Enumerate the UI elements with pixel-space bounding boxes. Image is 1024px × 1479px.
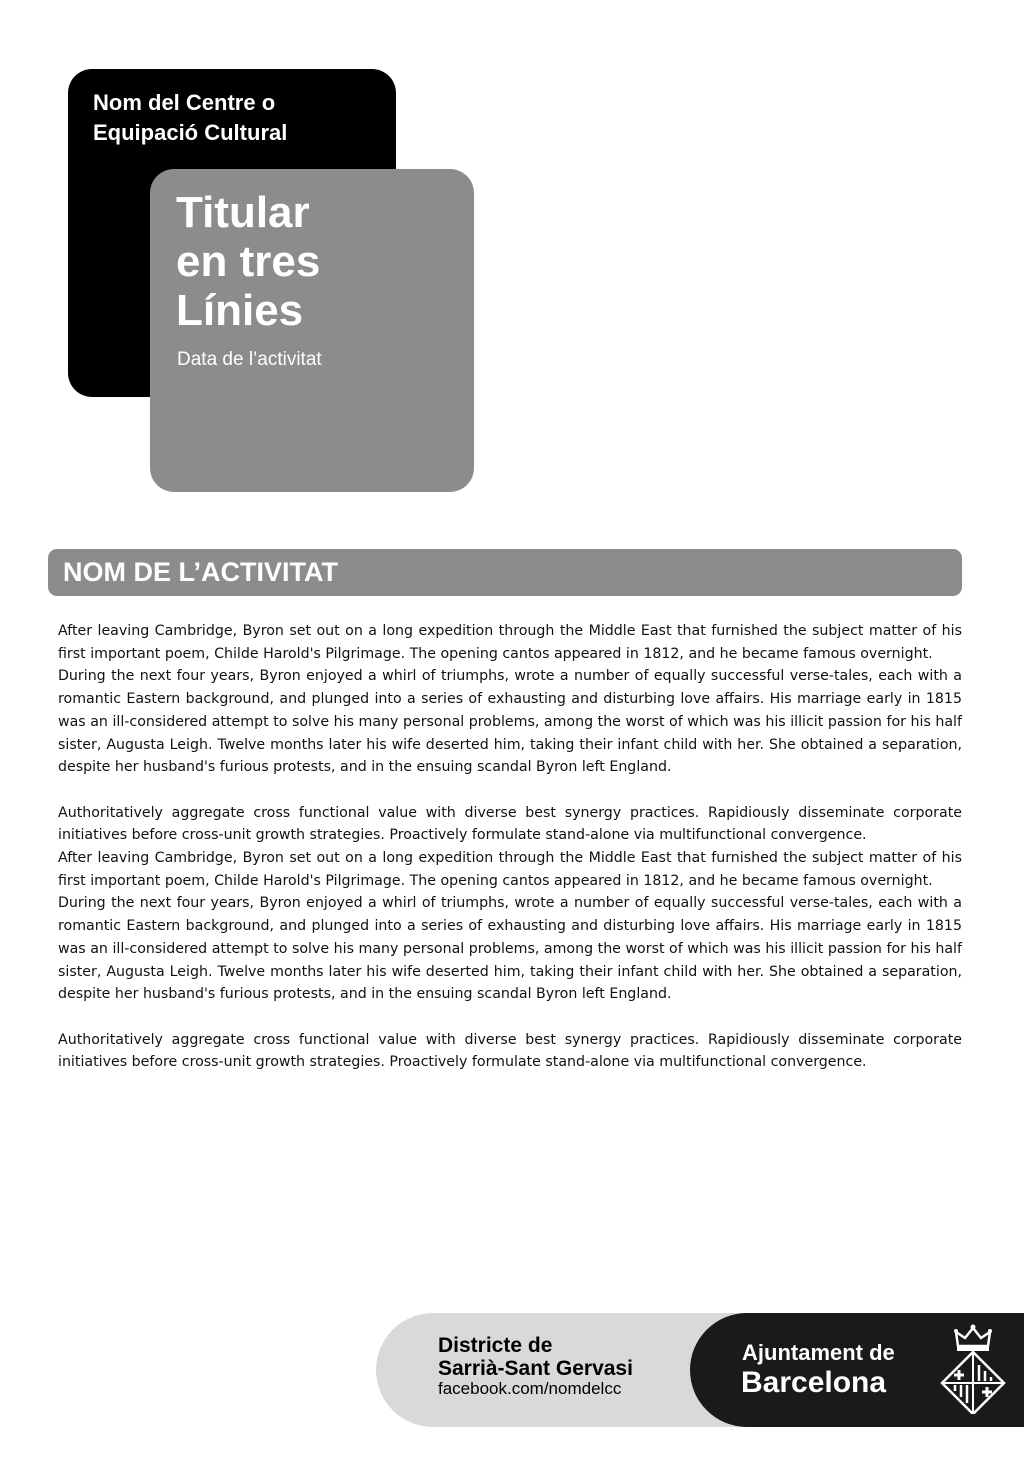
- ajuntament-label: Ajuntament de: [742, 1340, 895, 1365]
- paragraph: After leaving Cambridge, Byron set out on a long expedition through the Middle East that furnished the subject matter of his first important poem, Childe Harold's Pilgrimage. The opening cantos appeared in 1812, and he became famous overnight.: [58, 850, 962, 889]
- paragraph: After leaving Cambridge, Byron set out on a long expedition through the Middle East that furnished the subject matter of his first important poem, Childe Harold's Pilgrimage. The opening cantos appeared in 1812, and he became famous overnight.: [58, 623, 962, 662]
- paragraph: Authoritatively aggregate cross functional value with diverse best synergy practices. Rapidiously disseminate corporate initiatives before cross-unit growth strategies. Proactively formulate stand-alone via multifunctional convergence.: [58, 1031, 962, 1071]
- facebook-link[interactable]: facebook.com/nomdelcc: [438, 1379, 622, 1398]
- page-title: Titular en tres Línies: [176, 188, 321, 335]
- barcelona-coat-of-arms-icon: [938, 1322, 1008, 1414]
- body-text: [58, 620, 962, 1074]
- centre-name: Nom del Centre o Equipació Cultural: [93, 90, 288, 145]
- section-title: NOM DE L’ACTIVITAT: [63, 557, 338, 587]
- paragraph: During the next four years, Byron enjoyed a whirl of triumphs, wrote a number of equally successful verse-tales, each with a romantic Eastern background, and plunged into a series of exhausting and disturbing love affairs. His marriage early in 1815 was an ill-considered attempt to solve his many personal problems, among the worst of which was his illicit passion for his half sister, Augusta Leigh. Twelve months later his wife deserted him, taking their infant child with her. She obtained a separation, despite her husband's furious protests, and in the ensuing scandal Byron left England.: [58, 895, 962, 1003]
- city-label: Barcelona: [741, 1366, 887, 1399]
- paragraph-gap: [58, 779, 962, 802]
- activity-date: Data de l’activitat: [177, 349, 322, 370]
- paragraph-gap: [58, 1006, 962, 1029]
- district-name: Districte de Sarrià-Sant Gervasi: [438, 1334, 633, 1380]
- paragraph: Authoritatively aggregate cross functional value with diverse best synergy practices. Rapidiously disseminate corporate initiatives before cross-unit growth strategies. Proactively formulate stand-alone via multifunctional convergence.: [58, 804, 962, 844]
- paragraph: During the next four years, Byron enjoyed a whirl of triumphs, wrote a number of equally successful verse-tales, each with a romantic Eastern background, and plunged into a series of exhausting and disturbing love affairs. His marriage early in 1815 was an ill-considered attempt to solve his many personal problems, among the worst of which was his illicit passion for his half sister, Augusta Leigh. Twelve months later his wife deserted him, taking their infant child with her. She obtained a separation, despite her husband's furious protests, and in the ensuing scandal Byron left England.: [58, 668, 962, 776]
